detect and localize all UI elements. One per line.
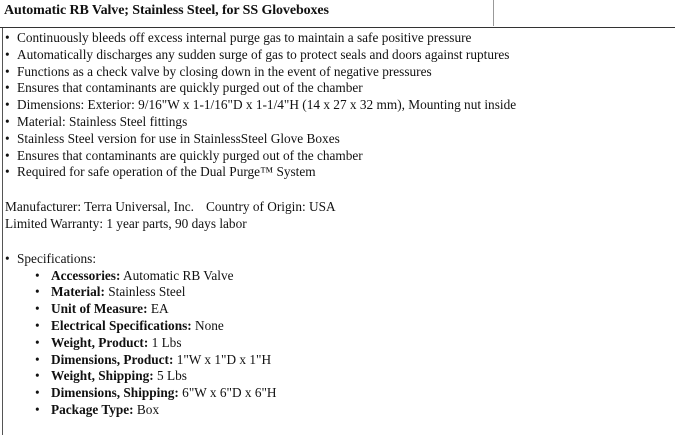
spec-label: Material:: [51, 284, 105, 300]
spec-label: Weight, Shipping:: [51, 368, 154, 384]
bullet-icon: •: [35, 267, 40, 283]
spec-label: Dimensions, Shipping:: [51, 385, 179, 401]
spec-value: Automatic RB Valve: [120, 267, 234, 283]
feature-item: • Continuously bleeds off excess internal purge gas to maintain a safe positive pressure: [5, 30, 472, 45]
bullet-icon: •: [5, 46, 10, 62]
feature-item: • Stainless Steel version for use in StainlessSteel Glove Boxes: [5, 130, 340, 146]
bullet-icon: •: [5, 97, 10, 113]
spec-item: [35, 301, 673, 318]
feature-item: • Ensures that contaminants are quickly purged out of the chamber: [5, 147, 363, 163]
spec-label: Dimensions, Product:: [51, 351, 174, 367]
bullet-icon: •: [5, 113, 10, 129]
feature-item: • Dimensions: Exterior: 9/16"W x 1-1/16"D x 1-1/4"H (14 x 27 x 32 mm), Mounting nut inside: [5, 97, 517, 113]
spec-item: [35, 284, 673, 301]
bullet-icon: •: [35, 284, 40, 300]
bullet-icon: •: [5, 164, 10, 180]
spec-item: [35, 402, 673, 419]
spec-item: [35, 352, 673, 369]
feature-item: • Ensures that contaminants are quickly purged out of the chamber: [5, 80, 363, 96]
bullet-icon: •: [5, 63, 10, 79]
spec-item: [35, 318, 673, 335]
spec-value: 5 Lbs: [153, 368, 187, 384]
spec-value: 1 Lbs: [148, 334, 182, 350]
bullet-icon: •: [35, 385, 40, 401]
feature-item: • Required for safe operation of the Dual Purge™ System: [5, 164, 316, 180]
spec-label: Weight, Product:: [51, 334, 149, 350]
left-border: [2, 28, 3, 435]
spec-label: Package Type:: [51, 401, 134, 417]
title-bar: [0, 0, 675, 28]
spec-value: 6"W x 6"D x 6"H: [178, 385, 277, 401]
specifications-list: [5, 268, 673, 419]
bullet-icon: •: [35, 334, 40, 350]
spec-label: Accessories:: [51, 267, 121, 283]
feature-list: [5, 30, 673, 181]
bullet-icon: •: [35, 368, 40, 384]
bullet-icon: •: [35, 317, 40, 333]
bullet-icon: •: [5, 130, 10, 146]
spec-item: [35, 335, 673, 352]
spec-value: EA: [147, 301, 169, 317]
bullet-icon: •: [5, 30, 10, 45]
spec-value: Box: [133, 401, 160, 417]
product-title: Automatic RB Valve; Stainless Steel, for SS Gloveboxes: [4, 3, 329, 18]
spec-value: 1"W x 1"D x 1"H: [173, 351, 272, 367]
bullet-icon: •: [35, 351, 40, 367]
spec-item: [35, 268, 673, 285]
spec-label: Unit of Measure:: [51, 301, 148, 317]
feature-item: • Functions as a check valve by closing down in the event of negative pressures: [5, 63, 432, 79]
warranty: Limited Warranty: 1 year parts, 90 days labor: [5, 215, 247, 231]
spec-value: Stainless Steel: [104, 284, 186, 300]
bullet-icon: •: [5, 80, 10, 96]
spec-value: None: [191, 317, 224, 333]
specifications-heading: • Specifications:: [5, 250, 97, 266]
spec-label: Electrical Specifications:: [51, 317, 192, 333]
bullet-icon: •: [5, 147, 10, 163]
country-of-origin: Country of Origin: USA: [205, 199, 336, 215]
spec-item: [35, 368, 673, 385]
bullet-icon: •: [5, 250, 10, 266]
feature-item: • Material: Stainless Steel fittings: [5, 113, 188, 129]
manufacturer: Manufacturer: Terra Universal, Inc.: [5, 199, 194, 215]
bullet-icon: •: [35, 401, 40, 417]
bullet-icon: •: [35, 301, 40, 317]
manufacturer-line: [5, 199, 673, 216]
product-description: [5, 30, 673, 419]
spec-item: [35, 385, 673, 402]
feature-item: • Automatically discharges any sudden surge of gas to protect seals and doors against ruptures: [5, 46, 510, 62]
header-divider: [493, 0, 494, 26]
